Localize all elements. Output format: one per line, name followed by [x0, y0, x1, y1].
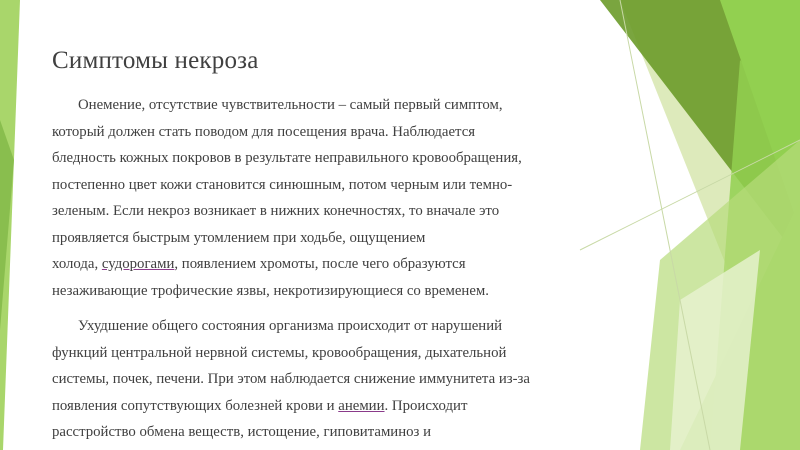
paragraph-1-line-7 [52, 251, 592, 278]
paragraph-2-line-3: системы, почек, печени. При этом наблюдается снижение иммунитета из-за [52, 371, 530, 387]
paragraph-2-line-2: функций центральной нервной системы, кровообращения, дыхательной [52, 344, 507, 361]
left-green-decoration [0, 0, 20, 450]
slide-title: Симптомы некроза [52, 47, 259, 74]
paragraph-1-line-5: зеленым. Если некроз возникает в нижних конечностях, то вначале это [52, 203, 500, 219]
paragraph-2-line-1: Ухудшение общего состояния организма происходит от нарушений [78, 318, 503, 334]
line-7-text-start: холода, [52, 256, 102, 272]
line-7-text-end: , появлением хромоты, после чего образуются [174, 256, 466, 272]
paragraph-1-line-1: Онемение, отсутствие чувствительности – самый первый симптом, [78, 97, 503, 113]
paragraph-1-line-2: который должен стать поводом для посещения врача. Наблюдается [52, 123, 476, 140]
paragraph-1-line-4: постепенно цвет кожи становится синюшным, потом черным или темно- [52, 176, 513, 193]
anemia-link[interactable]: анемии [338, 397, 385, 414]
paragraph-2-line-4 [52, 393, 592, 420]
paragraph-2-line-5: расстройство обмена веществ, истощение, гиповитаминоз и [52, 424, 432, 440]
line-4-text-start: появления сопутствующих болезней крови и [52, 397, 339, 414]
paragraph-1-line-3: бледность кожных покровов в результате неправильного кровообращения, [52, 150, 522, 166]
paragraph-1 [52, 92, 592, 304]
paragraph-1-line-6: проявляется быстрым утомлением при ходьбе, ощущением [52, 229, 426, 246]
paragraph-2 [52, 313, 592, 446]
line-4-text-end: . Происходит [384, 397, 468, 414]
right-green-decoration [560, 0, 800, 450]
cramps-link[interactable]: судорогами [101, 256, 175, 272]
paragraph-1-line-8: незаживающие трофические язвы, некротизирующиеся со временем. [52, 282, 489, 299]
